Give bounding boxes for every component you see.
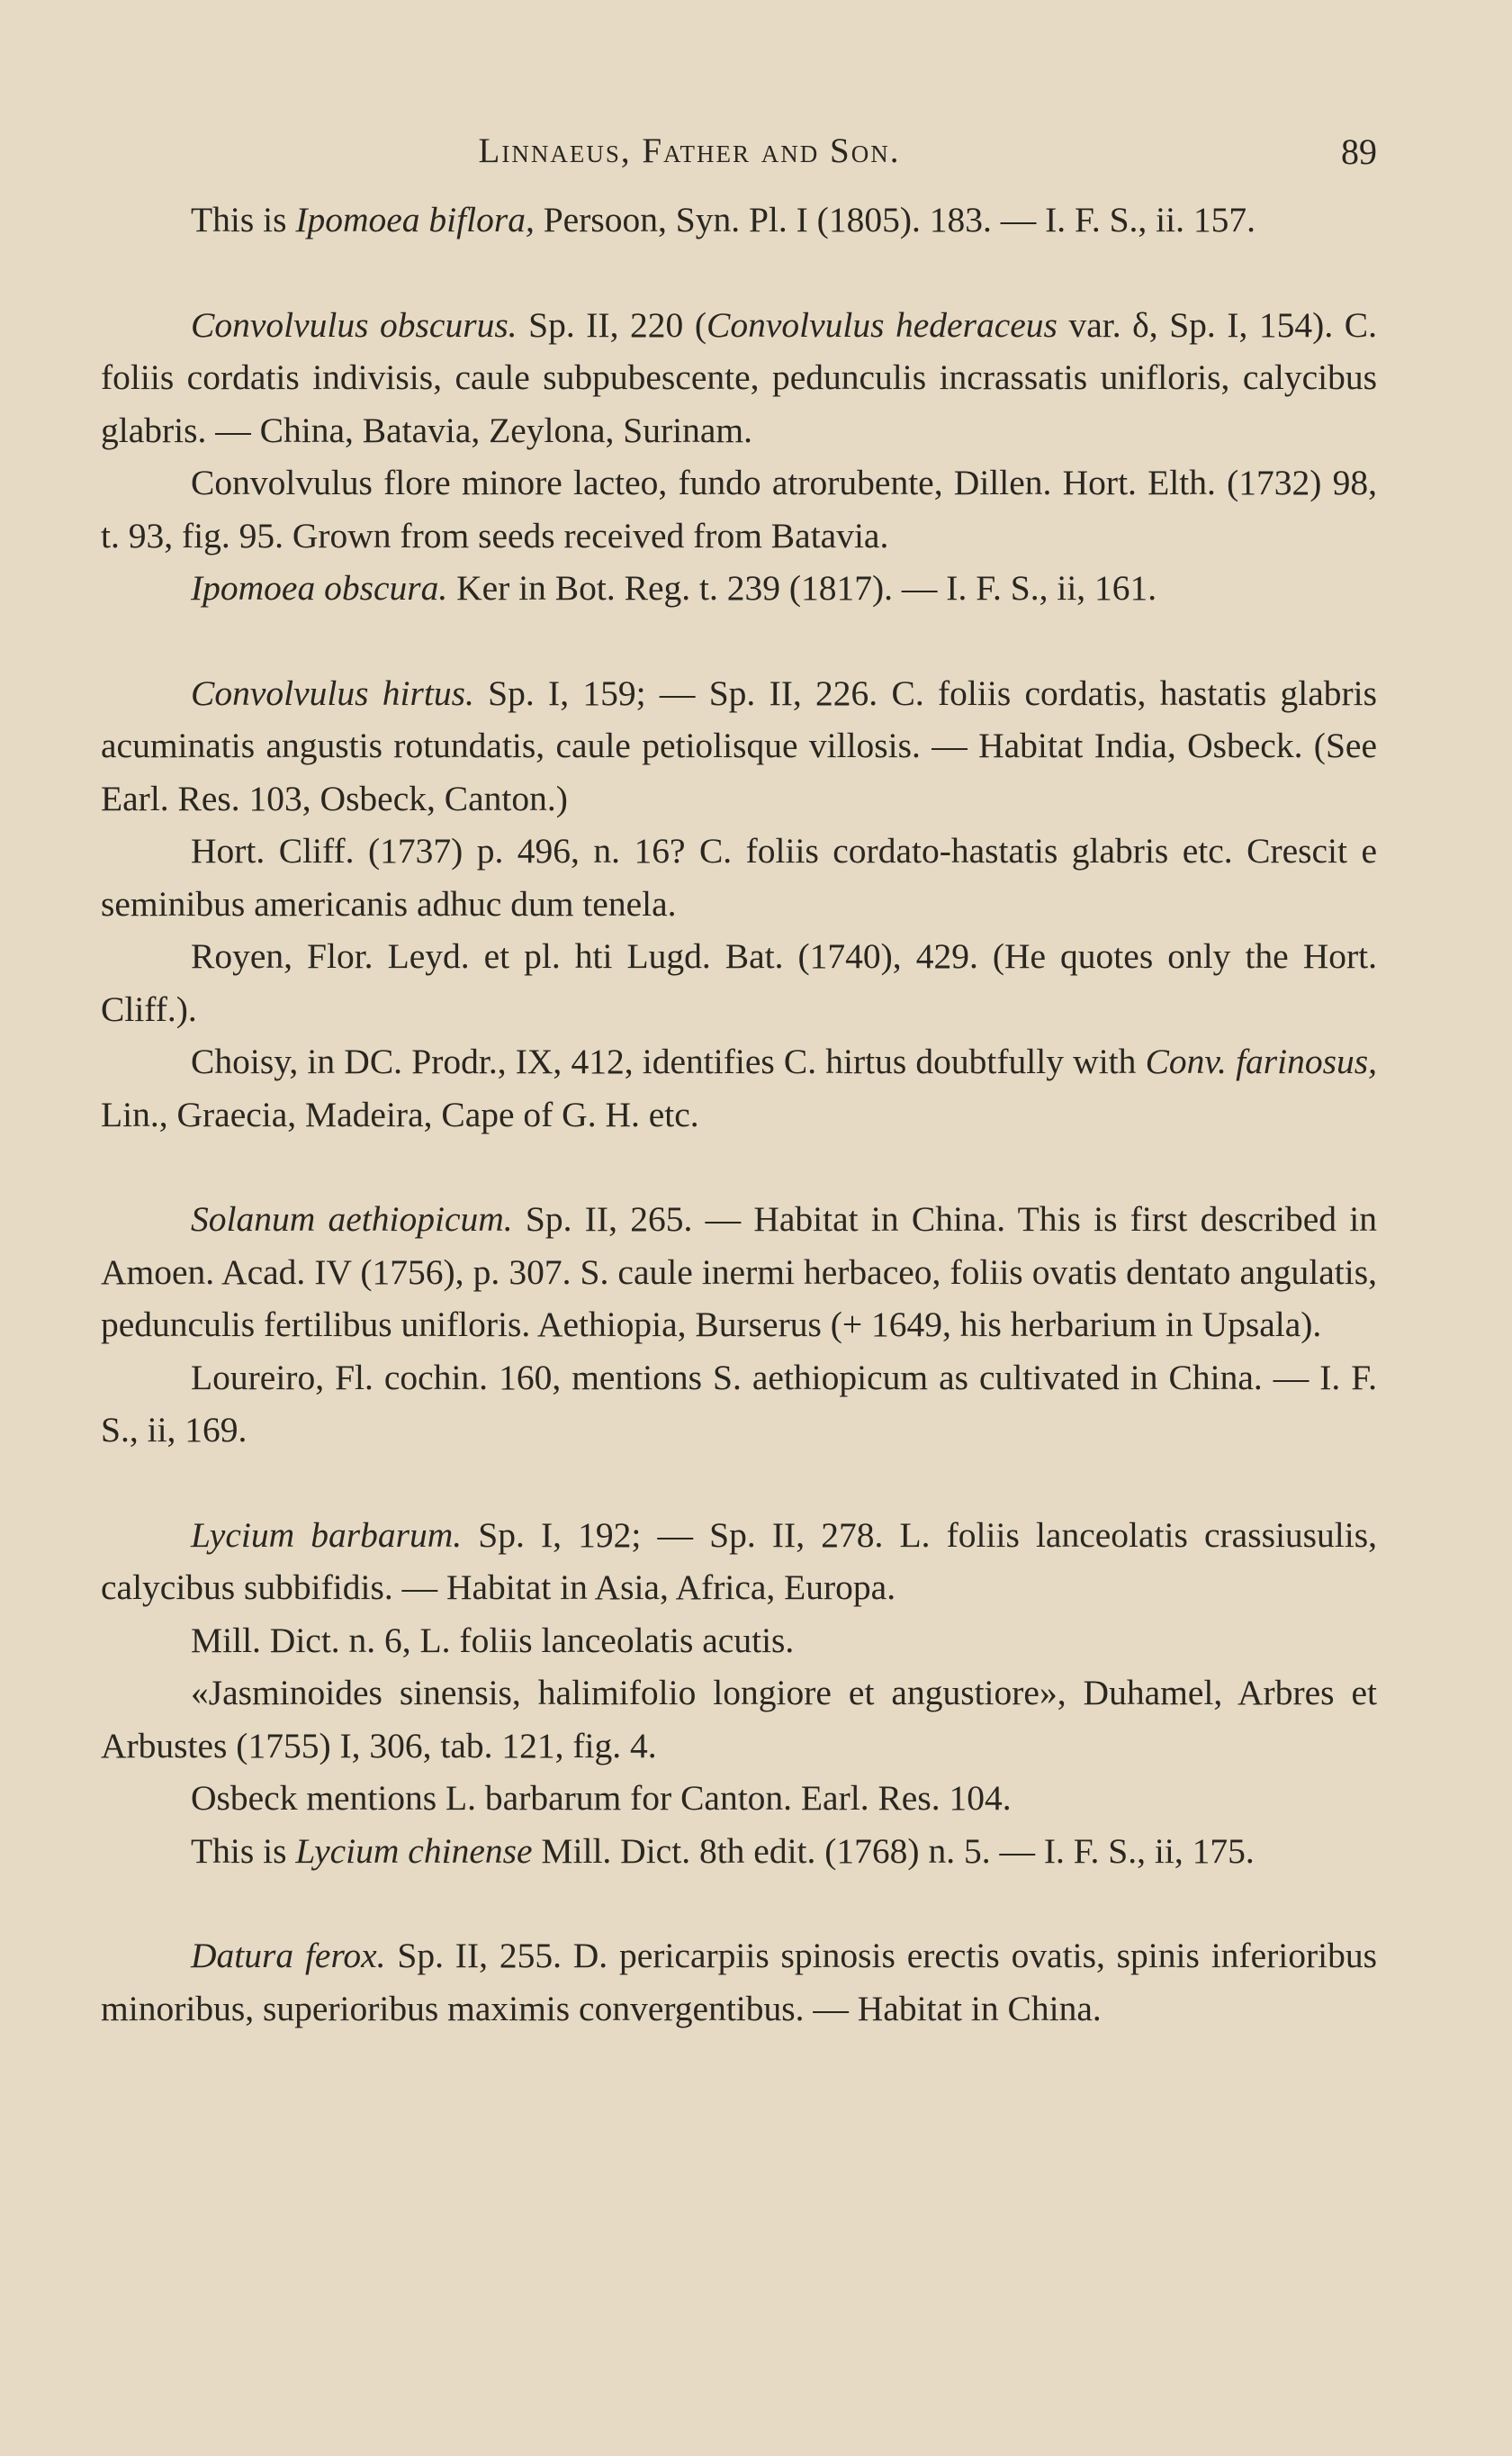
text-run: Mill. Dict. 8th edit. (1768) n. 5. — I. F. S., ii, 175. [532, 1830, 1255, 1871]
italic-text-run: Ipomoea biflora, [295, 200, 535, 239]
paragraph [101, 1193, 1377, 1351]
paragraph [101, 667, 1377, 826]
species-entry [101, 1193, 1377, 1457]
paragraph [101, 1825, 1377, 1878]
text-run: Royen, Flor. Leyd. et pl. hti Lugd. Bat. (1740), 429. (He quotes only the Hort. Cliff.). [101, 936, 1377, 1029]
paragraph [101, 1035, 1377, 1141]
text-run: Loureiro, Fl. cochin. 160, mentions S. aethiopicum as cultivated in China. — I. F. S., ii, 169. [101, 1357, 1377, 1449]
text-run: Sp. II, 265. — Habitat in China. This is first described in Amoen. Acad. IV (1756), p. 307. S. caule inermi herbaceo, foliis ovatis dentato angulatis, pedunculis fertilibus unifloris. Aethiopia, Burserus (+ 1649, his herbarium in Upsala). [101, 1199, 1377, 1344]
paragraph [101, 1614, 1377, 1667]
text-run: Sp. I, 192; — Sp. II, 278. L. foliis lanceolatis crassiusulis, calycibus subbifidis. — Habitat in Asia, Africa, Europa. [101, 1514, 1377, 1607]
paragraph [101, 299, 1377, 457]
species-entry [101, 1929, 1377, 2035]
text-run: Ker in Bot. Reg. t. 239 (1817). — I. F. S., ii, 161. [447, 568, 1157, 608]
paragraph [101, 194, 1377, 247]
paragraph [101, 1929, 1377, 2035]
species-entry [101, 194, 1377, 247]
text-run: Convolvulus flore minore lacteo, fundo atrorubente, Dillen. Hort. Elth. (1732) 98, t. 93, fig. 95. Grown from seeds received from Batavia. [101, 463, 1377, 555]
species-entry [101, 299, 1377, 615]
italic-text-run: Ipomoea obscura. [191, 568, 448, 608]
paragraph [101, 1772, 1377, 1825]
running-title: Linnaeus, Father and Son. [478, 131, 901, 170]
paragraph [101, 562, 1377, 615]
paragraph [101, 1351, 1377, 1457]
paragraph [101, 930, 1377, 1035]
paragraph [101, 1509, 1377, 1614]
text-run: This is [191, 200, 296, 239]
text-run: var. δ, Sp. I, 154). C. foliis cordatis indivisis, caule subpubescente, pedunculis incrassatis unifloris, calycibus glabris. — China, Batavia, Zeylona, Surinam. [101, 304, 1377, 450]
italic-text-run: Convolvulus hirtus. [191, 673, 474, 713]
paragraph [101, 456, 1377, 562]
italic-text-run: Lycium chinense [295, 1830, 533, 1871]
italic-text-run: Solanum aethiopicum. [191, 1199, 513, 1239]
text-run: Persoon, Syn. Pl. I (1805). 183. — I. F. S., ii. 157. [534, 200, 1256, 239]
text-run: Hort. Cliff. (1737) p. 496, n. 16? C. foliis cordato-hastatis glabris etc. Crescit e seminibus americanis adhuc dum tenela. [101, 831, 1377, 924]
species-entry [101, 1509, 1377, 1878]
italic-text-run: Conv. farinosus, [1145, 1042, 1378, 1081]
italic-text-run: Datura ferox. [191, 1936, 386, 1975]
paragraph [101, 1666, 1377, 1772]
text-run: Lin., Graecia, Madeira, Cape of G. H. etc. [101, 1094, 699, 1134]
text-run: This is [191, 1830, 296, 1871]
text-run: Osbeck mentions L. barbarum for Canton. Earl. Res. 104. [191, 1778, 1012, 1818]
italic-text-run: Convolvulus obscurus. [191, 304, 518, 345]
text-run: Choisy, in DC. Prodr., IX, 412, identifies C. hirtus doubtfully with [191, 1042, 1146, 1081]
text-body [101, 194, 1377, 2035]
page-number: 89 [1341, 131, 1377, 172]
text-run: Sp. II, 255. D. pericarpiis spinosis erectis ovatis, spinis inferioribus minoribus, superioribus maximis convergentibus. — Habitat in China. [101, 1936, 1377, 2028]
text-run: Sp. I, 159; — Sp. II, 226. C. foliis cordatis, hastatis glabris acuminatis angustis rotundatis, caule petiolisque villosis. — Habitat India, Osbeck. (See Earl. Res. 103, Osbeck, Canton.) [101, 673, 1377, 818]
text-run: Mill. Dict. n. 6, L. foliis lanceolatis acutis. [191, 1620, 795, 1660]
text-run: «Jasminoides sinensis, halimifolio longiore et angustiore», Duhamel, Arbres et Arbustes (1755) I, 306, tab. 121, fig. 4. [101, 1673, 1377, 1765]
italic-text-run: Convolvulus hederaceus [706, 304, 1058, 345]
italic-text-run: Lycium barbarum. [191, 1514, 463, 1555]
species-entry [101, 667, 1377, 1142]
paragraph [101, 825, 1377, 930]
text-run: Sp. II, 220 ( [517, 304, 706, 345]
running-head [101, 131, 1377, 194]
